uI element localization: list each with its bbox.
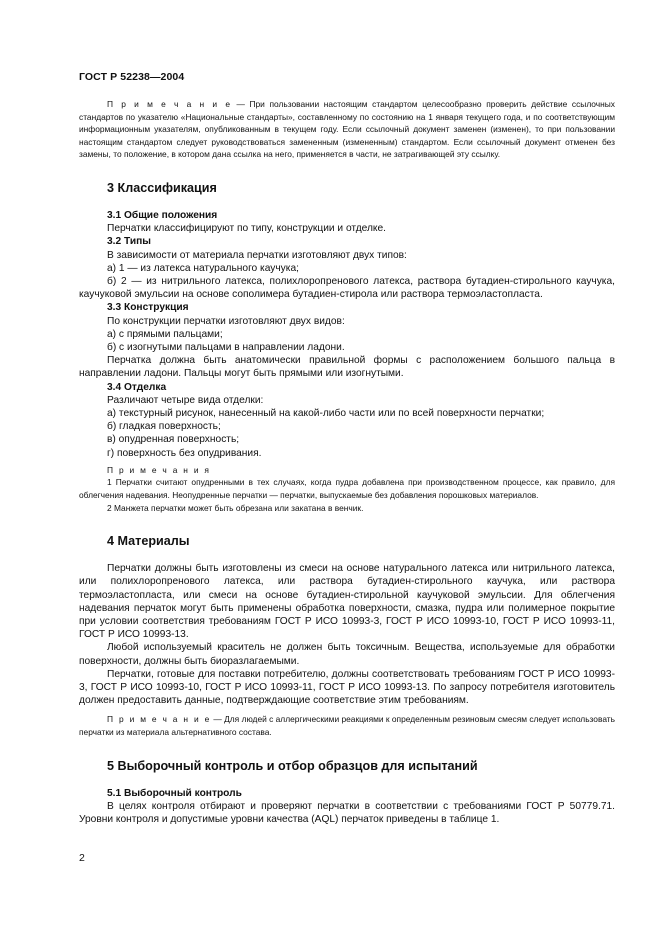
section-3-4-item-d: г) поверхность без опудривания. (107, 447, 262, 459)
section-5-1-text: В целях контроля отбирают и проверяют перчатки в соответствии с требованиями ГОСТ Р 50779.71. Уровни контроля и допустимые уровни качества (AQL) перчаток приведены в таблице 1. (79, 800, 615, 826)
section-3-1-text: Перчатки классифицируют по типу, конструкции и отделке. (107, 223, 387, 235)
page-content (79, 98, 615, 826)
section-4-note (79, 713, 615, 738)
section-4-paragraph-3: Перчатки, готовые для поставки потребителю, должны соответствовать требованиям ГОСТ Р ИСО 10993-3, ГОСТ Р ИСО 10993-10, ГОСТ Р ИСО 10993-11, ГОСТ Р ИСО 10993-13. По запросу потребителя изготовитель должен предоставить данные, подтверждающие соответствие этим требованиям. (79, 668, 615, 707)
section-4-note-label: П р и м е ч а н и е (107, 714, 212, 725)
document-header: ГОСТ Р 52238—2004 (79, 71, 185, 83)
section-5-title: 5 Выборочный контроль и отбор образцов для испытаний (107, 758, 478, 773)
note-label: П р и м е ч а н и е (107, 99, 232, 109)
section-3-4-item-c: в) опудренная поверхность; (107, 434, 240, 446)
section-3-3-text: Перчатка должна быть анатомически правильной формы с расположением большого пальца в направлении ладони. Пальцы могут быть прямыми или изогнутыми. (79, 355, 615, 380)
section-4-title: 4 Материалы (107, 534, 190, 549)
section-3-title: 3 Классификация (107, 180, 217, 195)
section-4-note-text: — Для людей с аллергическими реакциями к определенным резиновым смесям следует использовать перчатки из материала альтернативного состава. (79, 714, 615, 738)
section-3-4-title: 3.4 Отделка (107, 381, 167, 393)
section-3-2-title: 3.2 Типы (107, 236, 151, 248)
page-number: 2 (79, 852, 85, 864)
section-3-note-1: 1 Перчатки считают опудренными в тех случаях, когда пудра добавлена при производственном процессе, как правило, для облегчения надевания. Неопудренные перчатки — перчатки, выпускаемые без добавления порошковых материалов. (79, 477, 615, 501)
section-4-paragraph-1: Перчатки должны быть изготовлены из смеси на основе натурального латекса или нитрильного латекса, или полихлоропренового латекса, или раствора бутадиен-стирольного каучука, или раствора термоэластопласта, или смеси на основе бутадиен-стирольной каучуковой эмульсии. Для облегчения надевания перчаток могут быть применены обработка поверхности, смазка, пудра или полимерное покрытие при условии соответствия требованиям ГОСТ Р ИСО 10993-3, ГОСТ Р ИСО 10993-10, ГОСТ Р ИСО 10993-11, ГОСТ Р ИСО 10993-13. (79, 563, 615, 641)
section-3-3-item-b: б) с изогнутыми пальцами в направлении ладони. (107, 342, 345, 353)
top-note (79, 98, 615, 161)
section-3-1-title: 3.1 Общие положения (107, 209, 218, 221)
section-3-4-item-a: а) текстурный рисунок, нанесенный на какой-либо части или по всей поверхности перчатки; (107, 408, 545, 420)
section-3-4-intro: Различают четыре вида отделки: (107, 394, 264, 406)
section-3-2-intro: В зависимости от материала перчатки изготовляют двух типов: (107, 249, 407, 261)
section-4-paragraph-2: Любой используемый краситель не должен быть токсичным. Вещества, используемые для обработки поверхности, должны быть биоразлагаемыми. (79, 642, 615, 667)
section-3-note-2: 2 Манжета перчатки может быть обрезана или закатана в венчик. (107, 502, 364, 513)
section-5-1-title: 5.1 Выборочный контроль (107, 787, 242, 799)
section-3-2-item-a: а) 1 — из латекса натурального каучука; (107, 262, 299, 274)
section-3-notes-label: П р и м е ч а н и я (107, 464, 211, 475)
section-3-2-item-b: б) 2 — из нитрильного латекса, полихлоропренового латекса, раствора бутадиен-стирольного каучука, каучуковой эмульсии на основе сополимера бутадиен-стирола или раствора термоэластопласта. (79, 275, 615, 301)
section-3-4-item-b: б) гладкая поверхность; (107, 421, 221, 433)
section-3-3-title: 3.3 Конструкция (107, 302, 189, 314)
note-text: — При пользовании настоящим стандартом целесообразно проверить действие ссылочных стандартов по указателю «Национальные стандарты», составленному по состоянию на 1 января текущего года, и по соответствующим информационным указателям, опубликованным в текущем году. Если ссылочный документ заменен (изменен), то при пользовании настоящим стандартом следует руководствоваться замененным (измененным) стандартом. Если ссылочный документ отменен без замены, то положение, в котором дана ссылка на него, применяется в части, не затрагивающей эту ссылку. (79, 99, 615, 160)
section-3-3-item-a: а) с прямыми пальцами; (107, 328, 223, 340)
section-3-3-intro: По конструкции перчатки изготовляют двух видов: (107, 315, 345, 327)
